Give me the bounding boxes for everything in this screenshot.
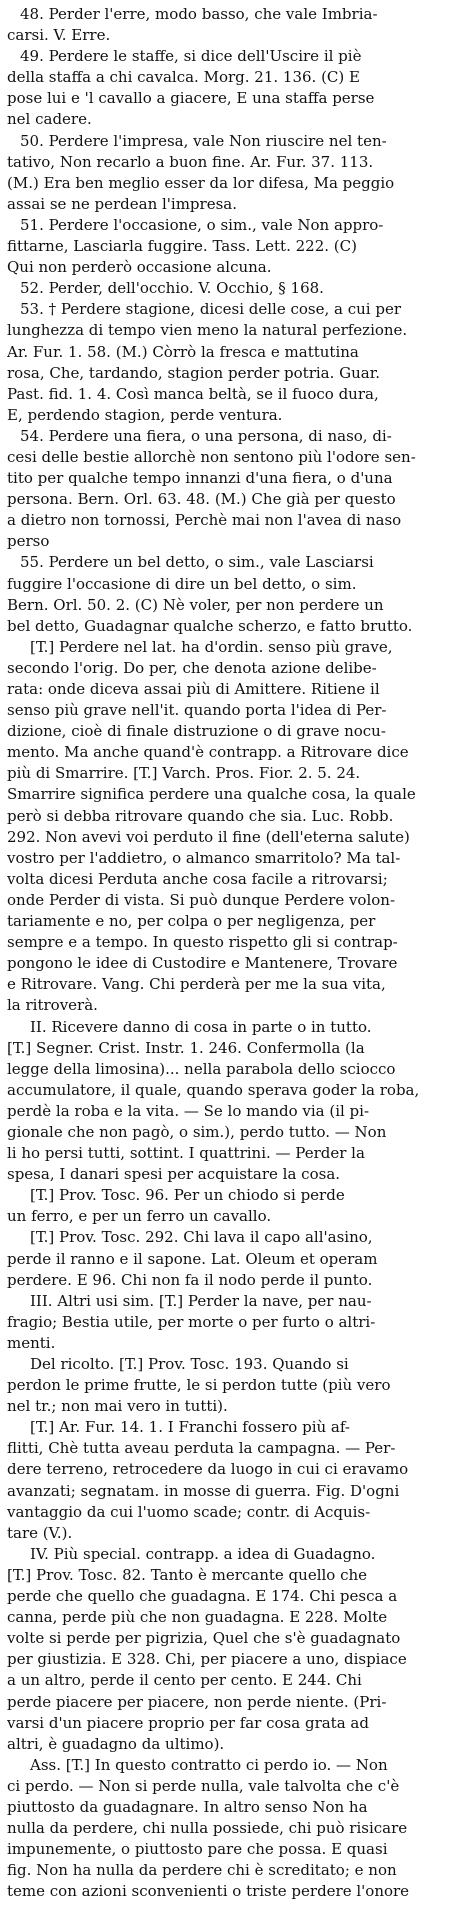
entry-52-line-1: 52. Perder, dell'occhio. V. Occhio, § 168. bbox=[20, 279, 324, 298]
entry-49-line-3: pose lui e 'l cavallo a giacere, E una staffa perse bbox=[7, 89, 375, 108]
entry-55-line-1: 55. Perdere un bel detto, o sim., vale Lasciarsi bbox=[20, 553, 374, 572]
entry-53-line-2: lunghezza di tempo vien meno la natural perfezione. bbox=[7, 321, 408, 340]
entry-54-line-2: cesi delle bestie allorchè non sentono più l'odore sen- bbox=[7, 447, 416, 466]
entry-48-line-1: 48. Perder l'erre, modo basso, che vale Imbria- bbox=[20, 5, 378, 23]
proverb-292-line-3: perdere. E 96. Chi non fa il nodo perde il punto. bbox=[7, 1270, 373, 1289]
entry-54-line-1: 54. Perdere una fiera, o una persona, di naso, di- bbox=[20, 426, 392, 445]
ricolto-line-1: Del ricolto. [T.] Prov. Tosc. 193. Quando si bbox=[30, 1355, 349, 1373]
note-line-9: però si debba ritrovare quando che sia. Luc. Robb. bbox=[7, 806, 394, 825]
section-iv-line-5: per giustizia. E 328. Chi, per piacere a uno, dispiace bbox=[7, 1650, 407, 1669]
section-iv-line-2: perde che quello che guadagna. E 174. Chi pesca a bbox=[7, 1587, 398, 1606]
proverb-292-line-2: perde il ranno e il sapone. Lat. Oleum et operam bbox=[7, 1249, 378, 1268]
section-ii-line-7: spesa, I danari spesi per acquistare la cosa. bbox=[7, 1165, 341, 1184]
note-line-10: 292. Non avevi voi perduto il fine (dell'eterna salute) bbox=[7, 827, 410, 846]
furioso-line-6: tare (V.). bbox=[7, 1523, 73, 1542]
note-line-4: senso più grave nell'it. quando porta l'idea di Per- bbox=[7, 701, 387, 720]
ass-line-3: piuttosto da guadagnare. In altro senso Non ha bbox=[7, 1797, 368, 1816]
proverb-292-line-1: [T.] Prov. Tosc. 292. Chi lava il capo all'asino, bbox=[30, 1228, 373, 1247]
entry-55-line-2: fuggire l'occasione di dire un bel detto, o sim. bbox=[7, 574, 357, 593]
section-iv-line-4: volte si perde per pigrizia, Quel che s'è guadagnato bbox=[7, 1629, 401, 1648]
furioso-line-2: flitti, Chè tutta aveau perduta la campagna. — Per- bbox=[7, 1439, 396, 1458]
entry-53-line-4: rosa, Che, tardando, stagion perder potria. Guar. bbox=[7, 363, 381, 382]
note-line-16: pongono le idee di Custodire e Mantenere, Trovare bbox=[7, 954, 398, 973]
section-iv-line-1: [T.] Prov. Tosc. 82. Tanto è mercante quello che bbox=[7, 1565, 368, 1584]
ass-line-6: fig. Non ha nulla da perdere chi è screditato; e non bbox=[7, 1861, 397, 1880]
section-iv-line-6: a un altro, perde il cento per cento. E 244. Chi bbox=[7, 1671, 362, 1690]
note-line-2: secondo l'orig. Do per, che denota azione delibe- bbox=[7, 658, 377, 677]
entry-53-line-5: Past. fid. 1. 4. Così manca beltà, se il fuoco dura, bbox=[7, 384, 379, 403]
proverb-96-line-2: un ferro, e per un ferro un cavallo. bbox=[7, 1207, 272, 1226]
entry-54-line-6: perso bbox=[7, 532, 50, 551]
note-line-3: rata: onde diceva assai più di Amittere. Ritiene il bbox=[7, 680, 380, 698]
entry-53-line-3: Ar. Fur. 1. 58. (M.) Còrrò la fresca e mattutina bbox=[7, 342, 359, 361]
note-line-17: e Ritrovare. Vang. Chi perderà per me la sua vita, bbox=[7, 975, 386, 994]
section-iv-line-9: altri, è guadagno da ultimo). bbox=[7, 1734, 225, 1753]
entry-53-line-1: 53. † Perdere stagione, dicesi delle cose, a cui per bbox=[20, 300, 402, 319]
section-iv-line-7: perde piacere per piacere, non perde niente. (Pri- bbox=[7, 1692, 387, 1711]
note-line-14: tariamente e no, per colpa o per negligenza, per bbox=[7, 912, 376, 931]
entry-55-line-4: bel detto, Guadagnar qualche scherzo, e fatto brutto. bbox=[7, 616, 413, 635]
furioso-line-5: vantaggio da cui l'uomo scade; contr. di Acquis- bbox=[7, 1502, 371, 1521]
note-line-12: volta dicesi Perduta anche cosa facile a ritrovarsi; bbox=[7, 869, 388, 888]
entry-50-line-2: tativo, Non recarlo a buon fine. Ar. Fur. 37. 113. bbox=[7, 152, 374, 171]
section-iv-line-3: canna, perde più che non guadagna. E 228. Molte bbox=[7, 1608, 388, 1627]
section-iv-line-8: varsi d'un piacere proprio per far cosa grata ad bbox=[7, 1713, 369, 1732]
note-line-18: la ritroverà. bbox=[7, 996, 98, 1015]
note-line-7: più di Smarrire. [T.] Varch. Pros. Fior. 2. 5. 24. bbox=[7, 764, 361, 783]
entry-51-line-2: fittarne, Lasciarla fuggire. Tass. Lett. 222. (C) bbox=[7, 237, 357, 256]
ass-line-5: impunemente, o piuttosto pare che possa. E quasi bbox=[7, 1840, 388, 1859]
entry-54-line-3: tito per qualche tempo innanzi d'una fiera, o d'una bbox=[7, 469, 393, 488]
section-ii-line-4: perdè la roba e la vita. — Se lo mando via (il pi- bbox=[7, 1101, 370, 1120]
section-ii-line-5: gionale che non pagò, o sim.), perdo tutto. — Non bbox=[7, 1122, 387, 1141]
section-iii-line-1: III. Altri usi sim. [T.] Perder la nave, per nau- bbox=[30, 1291, 372, 1310]
furioso-line-3: dere terreno, retrocedere da luogo in cui ci eravamo bbox=[7, 1460, 409, 1479]
ass-line-4: nulla da perdere, chi nulla possiede, chi può risicare bbox=[7, 1819, 408, 1838]
entry-50-line-4: assai se ne perdean l'impresa. bbox=[7, 194, 237, 213]
entry-51-line-1: 51. Perdere l'occasione, o sim., vale Non appro- bbox=[20, 215, 384, 234]
note-line-11: vostro per l'addietro, o almanco smarritolo? Ma tal- bbox=[7, 848, 401, 867]
note-line-13: onde Perder di vista. Si può dunque Perdere volon- bbox=[7, 890, 396, 909]
note-line-6: mento. Ma anche quand'è contrapp. a Ritrovare dice bbox=[7, 743, 409, 762]
ass-line-1: Ass. [T.] In questo contratto ci perdo io. — Non bbox=[30, 1755, 388, 1774]
proverb-96-line-1: [T.] Prov. Tosc. 96. Per un chiodo si perde bbox=[30, 1186, 345, 1205]
entry-49-line-2: della staffa a chi cavalca. Morg. 21. 136. (C) E bbox=[7, 68, 360, 87]
section-ii-line-1: [T.] Segner. Crist. Instr. 1. 246. Confermolla (la bbox=[7, 1038, 365, 1057]
section-ii-line-6: li ho persi tutti, sottint. I quattrini. — Perder la bbox=[7, 1144, 365, 1163]
section-ii-line-3: accumulatore, il quale, quando sperava goder la roba, bbox=[7, 1080, 420, 1099]
ass-line-7: teme con azioni sconvenienti o triste perdere l'onore bbox=[7, 1882, 410, 1901]
section-ii-line-2: legge della limosina)... nella parabola dello sciocco bbox=[7, 1059, 396, 1078]
note-line-8: Smarrire significa perdere una qualche cosa, la quale bbox=[7, 785, 416, 804]
furioso-line-1: [T.] Ar. Fur. 14. 1. I Franchi fossero più af- bbox=[30, 1418, 350, 1437]
section-iii-line-2: fragio; Bestia utile, per morte o per furto o altri- bbox=[7, 1312, 376, 1331]
ricolto-line-2: perdon le prime frutte, le si perdon tutte (più vero bbox=[7, 1376, 391, 1395]
note-line-15: sempre e a tempo. In questo rispetto gli si contrap- bbox=[7, 933, 398, 952]
entry-54-line-5: a dietro non tornossi, Perchè mai non l'avea di naso bbox=[7, 511, 402, 530]
entry-49-line-4: nel cadere. bbox=[7, 110, 92, 129]
note-line-1: [T.] Perdere nel lat. ha d'ordin. senso più grave, bbox=[30, 637, 393, 656]
furioso-line-4: avanzati; segnatam. in mosse di guerra. Fig. D'ogni bbox=[7, 1481, 400, 1500]
entry-51-line-3: Qui non perderò occasione alcuna. bbox=[7, 258, 272, 277]
section-iv-heading: IV. Più special. contrapp. a idea di Guadagno. bbox=[30, 1544, 376, 1563]
entry-48-line-2: carsi. V. Erre. bbox=[7, 26, 111, 45]
entry-50-line-1: 50. Perdere l'impresa, vale Non riuscire nel ten- bbox=[20, 131, 387, 150]
entry-49-line-1: 49. Perdere le staffe, si dice dell'Uscire il piè bbox=[20, 47, 362, 66]
entry-50-line-3: (M.) Era ben meglio esser da lor difesa, Ma peggio bbox=[7, 173, 395, 192]
ass-line-2: ci perdo. — Non si perde nulla, vale talvolta che c'è bbox=[7, 1776, 400, 1795]
entry-55-line-3: Bern. Orl. 50. 2. (C) Nè voler, per non perdere un bbox=[7, 595, 384, 614]
section-ii-heading: II. Ricevere danno di cosa in parte o in tutto. bbox=[30, 1017, 372, 1036]
ricolto-line-3: nel tr.; non mai vero in tutti). bbox=[7, 1397, 228, 1416]
entry-53-line-6: E, perdendo stagion, perde ventura. bbox=[7, 405, 283, 424]
section-iii-line-3: menti. bbox=[7, 1333, 56, 1352]
note-line-5: dizione, cioè di finale distruzione o di grave nocu- bbox=[7, 722, 386, 741]
entry-54-line-4: persona. Bern. Orl. 63. 48. (M.) Che già per questo bbox=[7, 490, 396, 509]
